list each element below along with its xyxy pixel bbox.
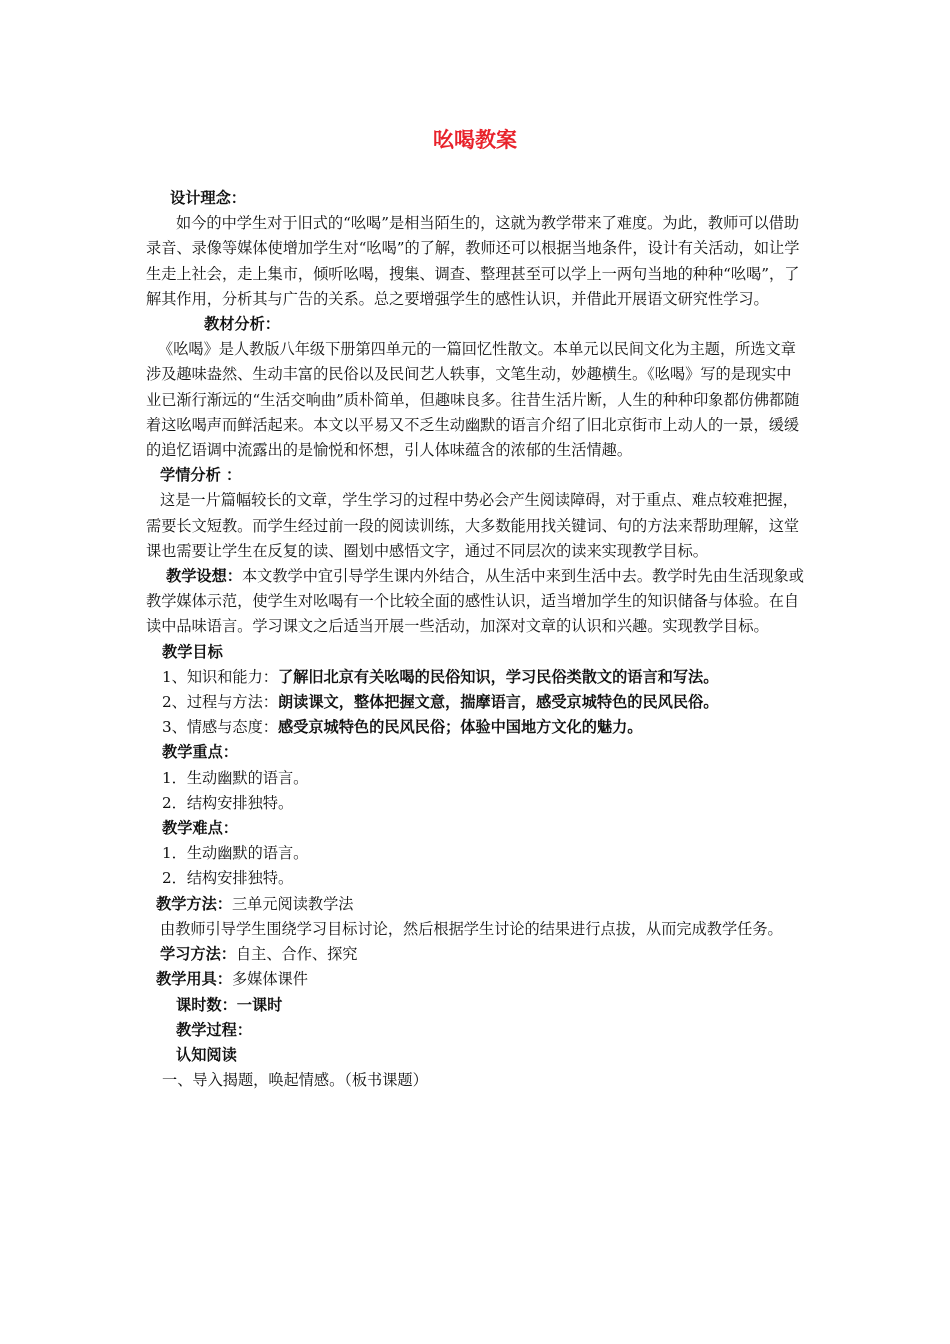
goal-item <box>146 665 806 690</box>
tools-heading: 教学用具： <box>156 970 232 989</box>
method-line <box>146 892 806 917</box>
key-points-heading: 教学重点： <box>162 743 238 762</box>
learning-heading: 学习方法： <box>160 945 236 964</box>
goal-text: 感受京城特色的民风民俗；体验中国地方文化的魅力。 <box>277 718 643 737</box>
hours-line: 课时数：一课时 <box>176 995 283 1014</box>
document-body <box>146 186 806 1093</box>
difficulty-item: 2．结构安排独特。 <box>162 869 294 888</box>
design-paragraph: 如今的中学生对于旧式的“吆喝”是相当陌生的，这就为教学带来了难度。为此，教师可以借助录音、录像等媒体使增加学生对“吆喝”的了解，教师还可以根据当地条件，设计有关活动，如让学生走上社会，走上集市，倾听吆喝，搜集、调查、整理甚至可以学上一两句当地的种种“吆喝”，了解其作用，分析其与广告的关系。总之要增强学生的感性认识，并借此开展语文研究性学习。 <box>146 214 800 308</box>
idea-paragraph <box>146 564 806 640</box>
key-point-item: 1．生动幽默的语言。 <box>162 768 309 787</box>
design-heading: 设计理念： <box>170 189 246 207</box>
difficulties-heading: 教学难点： <box>162 819 238 838</box>
key-point-item: 2．结构安排独特。 <box>162 793 294 812</box>
goal-label: 3、情感与态度： <box>162 718 278 737</box>
goal-text: 了解旧北京有关吆喝的民俗知识，学习民俗类散文的语言和写法。 <box>277 667 719 686</box>
goal-text: 朗读课文，整体把握文意，揣摩语言，感受京城特色的民风民俗。 <box>277 693 719 712</box>
method-value: 三单元阅读教学法 <box>231 894 354 913</box>
process-heading: 教学过程： <box>176 1020 252 1039</box>
learning-value: 自主、合作、探究 <box>235 945 358 964</box>
learning-line <box>146 942 806 967</box>
students-paragraph: 这是一片篇幅较长的文章，学生学习的过程中势必会产生阅读障碍，对于重点、难点较难把握，需要长文短教。而学生经过前一段的阅读训练，大多数能用找关键词、句的方法来帮助理解，这堂课也需要让学生在反复的读、圈划中感悟文字，通过不同层次的读来实现教学目标。 <box>146 491 800 560</box>
goal-label: 1、知识和能力： <box>162 667 278 686</box>
goal-label: 2、过程与方法： <box>162 693 278 712</box>
goal-item <box>146 690 806 715</box>
material-heading: 教材分析： <box>204 315 280 334</box>
tools-value: 多媒体课件 <box>231 970 308 989</box>
goals-heading: 教学目标 <box>162 642 223 661</box>
step-1: 一、导入揭题，唤起情感。（板书课题） <box>162 1071 428 1090</box>
tools-line <box>146 967 806 992</box>
method-heading: 教学方法： <box>156 894 232 913</box>
reading-heading: 认知阅读 <box>176 1045 237 1064</box>
material-paragraph: 《吆喝》是人教版八年级下册第四单元的一篇回忆性散文。本单元以民间文化为主题，所选文章涉及趣味盎然、生动丰富的民俗以及民间艺人轶事，文笔生动，妙趣横生。《吆喝》写的是现实中业已渐行渐远的“生活交响曲”质朴简单，但趣味良多。往昔生活片断，人生的种种印象都仿佛都随着这吆喝声而鲜活起来。本文以平易又不乏生动幽默的语言介绍了旧北京街市上动人的一景，缓缓的追忆语调中流露出的是愉悦和怀想，引人体味蕴含的浓郁的生活情趣。 <box>146 340 800 460</box>
idea-text: 本文教学中宜引导学生课内外结合，从生活中来到生活中去。教学时先由生活现象或教学媒体示范，使学生对吆喝有一个比较全面的感性认识，适当增加学生的知识储备与体验。在自读中品味语言。学习课文之后适当开展一些活动，加深对文章的认识和兴趣。实现教学目标。 <box>146 567 804 636</box>
method-paragraph: 由教师引导学生围绕学习目标讨论，然后根据学生讨论的结果进行点拔，从而完成教学任务。 <box>160 919 783 938</box>
difficulty-item: 1．生动幽默的语言。 <box>162 844 309 863</box>
goal-item <box>146 715 806 740</box>
document-title: 吆喝教案 <box>433 128 517 152</box>
idea-heading: 教学设想： <box>166 567 242 586</box>
students-heading: 学情分析 ： <box>160 466 242 485</box>
